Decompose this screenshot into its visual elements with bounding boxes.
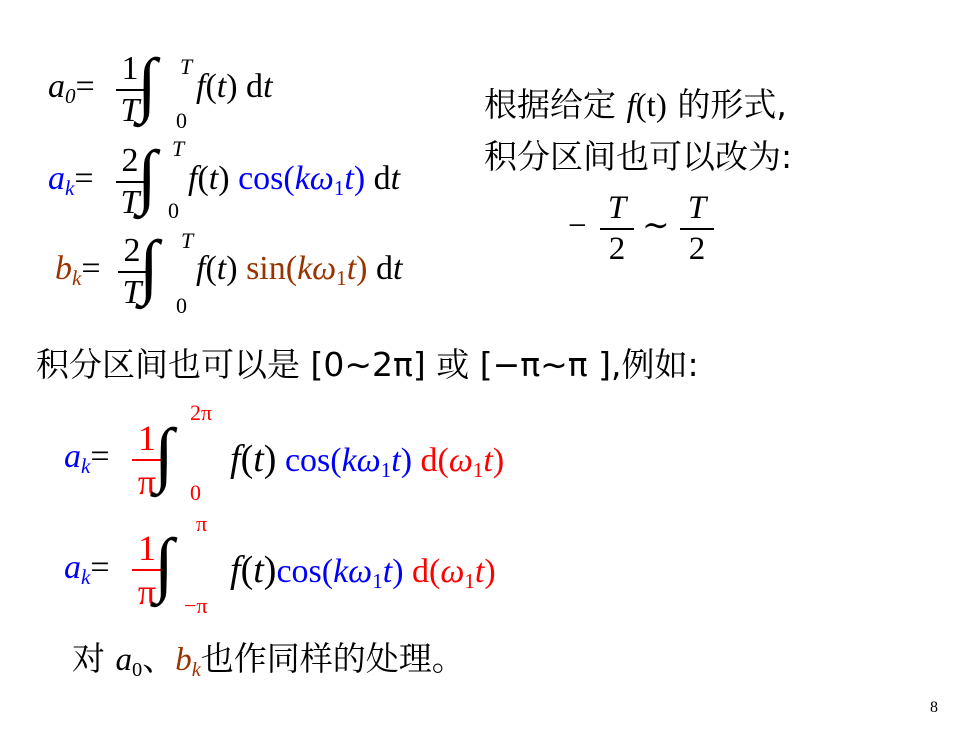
ak-lower-limit: 0: [168, 198, 179, 223]
ex1-upper-limit: 2π: [190, 400, 213, 425]
ak-fraction: 2 T: [116, 144, 144, 220]
ak-upper-limit: T: [172, 136, 185, 161]
interval-text: 积分区间也可以是 [0∼2π] 或 [−π∼π ],例如:: [36, 345, 699, 384]
a0-fraction: 1 T: [116, 52, 144, 128]
range-minus: −: [568, 208, 587, 244]
range-upper-fraction: T 2: [680, 192, 714, 266]
bk-lhs: bk=: [55, 250, 101, 290]
ex2-lhs: ak=: [64, 549, 110, 589]
ex2-lower-limit: −π: [184, 593, 208, 618]
range-tilde: ∼: [642, 208, 670, 244]
note-line-1: 根据给定 f(t) 的形式,: [484, 85, 787, 124]
ak-lhs: ak=: [48, 160, 94, 200]
a0-lower-limit: 0: [176, 108, 187, 133]
ex1-lower-limit: 0: [190, 480, 201, 505]
integral-sign: ∫: [137, 44, 157, 124]
ex2-upper-limit: π: [196, 511, 208, 536]
a0-body: f(t) dt: [196, 68, 273, 105]
bk-body: f(t) sin(kω1t) dt: [196, 250, 403, 290]
integral-sign: ∫: [137, 136, 157, 216]
range-lower-fraction: T 2: [600, 192, 634, 266]
bk-upper-limit: T: [181, 228, 194, 253]
integral-sign: ∫: [139, 226, 159, 306]
note-line-2: 积分区间也可以改为:: [484, 137, 793, 176]
footer-line: 对 a0、bk也作同样的处理。: [72, 639, 465, 681]
ex1-lhs: ak=: [64, 438, 110, 478]
ex2-fraction: 1 π: [132, 530, 162, 610]
ak-body: f(t) cos(kω1t) dt: [188, 160, 401, 200]
integral-sign: ∫: [154, 414, 174, 494]
bk-fraction: 2 T: [118, 234, 146, 310]
a0-lhs: a0=: [48, 68, 95, 108]
ex1-fraction: 1 π: [132, 420, 162, 500]
ex1-body: f(t) cos(kω1t) d(ω1t): [230, 438, 505, 482]
bk-lower-limit: 0: [176, 293, 187, 318]
integral-sign: ∫: [154, 524, 174, 604]
page-number: 8: [930, 699, 938, 716]
a0-upper-limit: T: [180, 54, 193, 79]
ex2-body: f(t)cos(kω1t) d(ω1t): [230, 549, 496, 593]
